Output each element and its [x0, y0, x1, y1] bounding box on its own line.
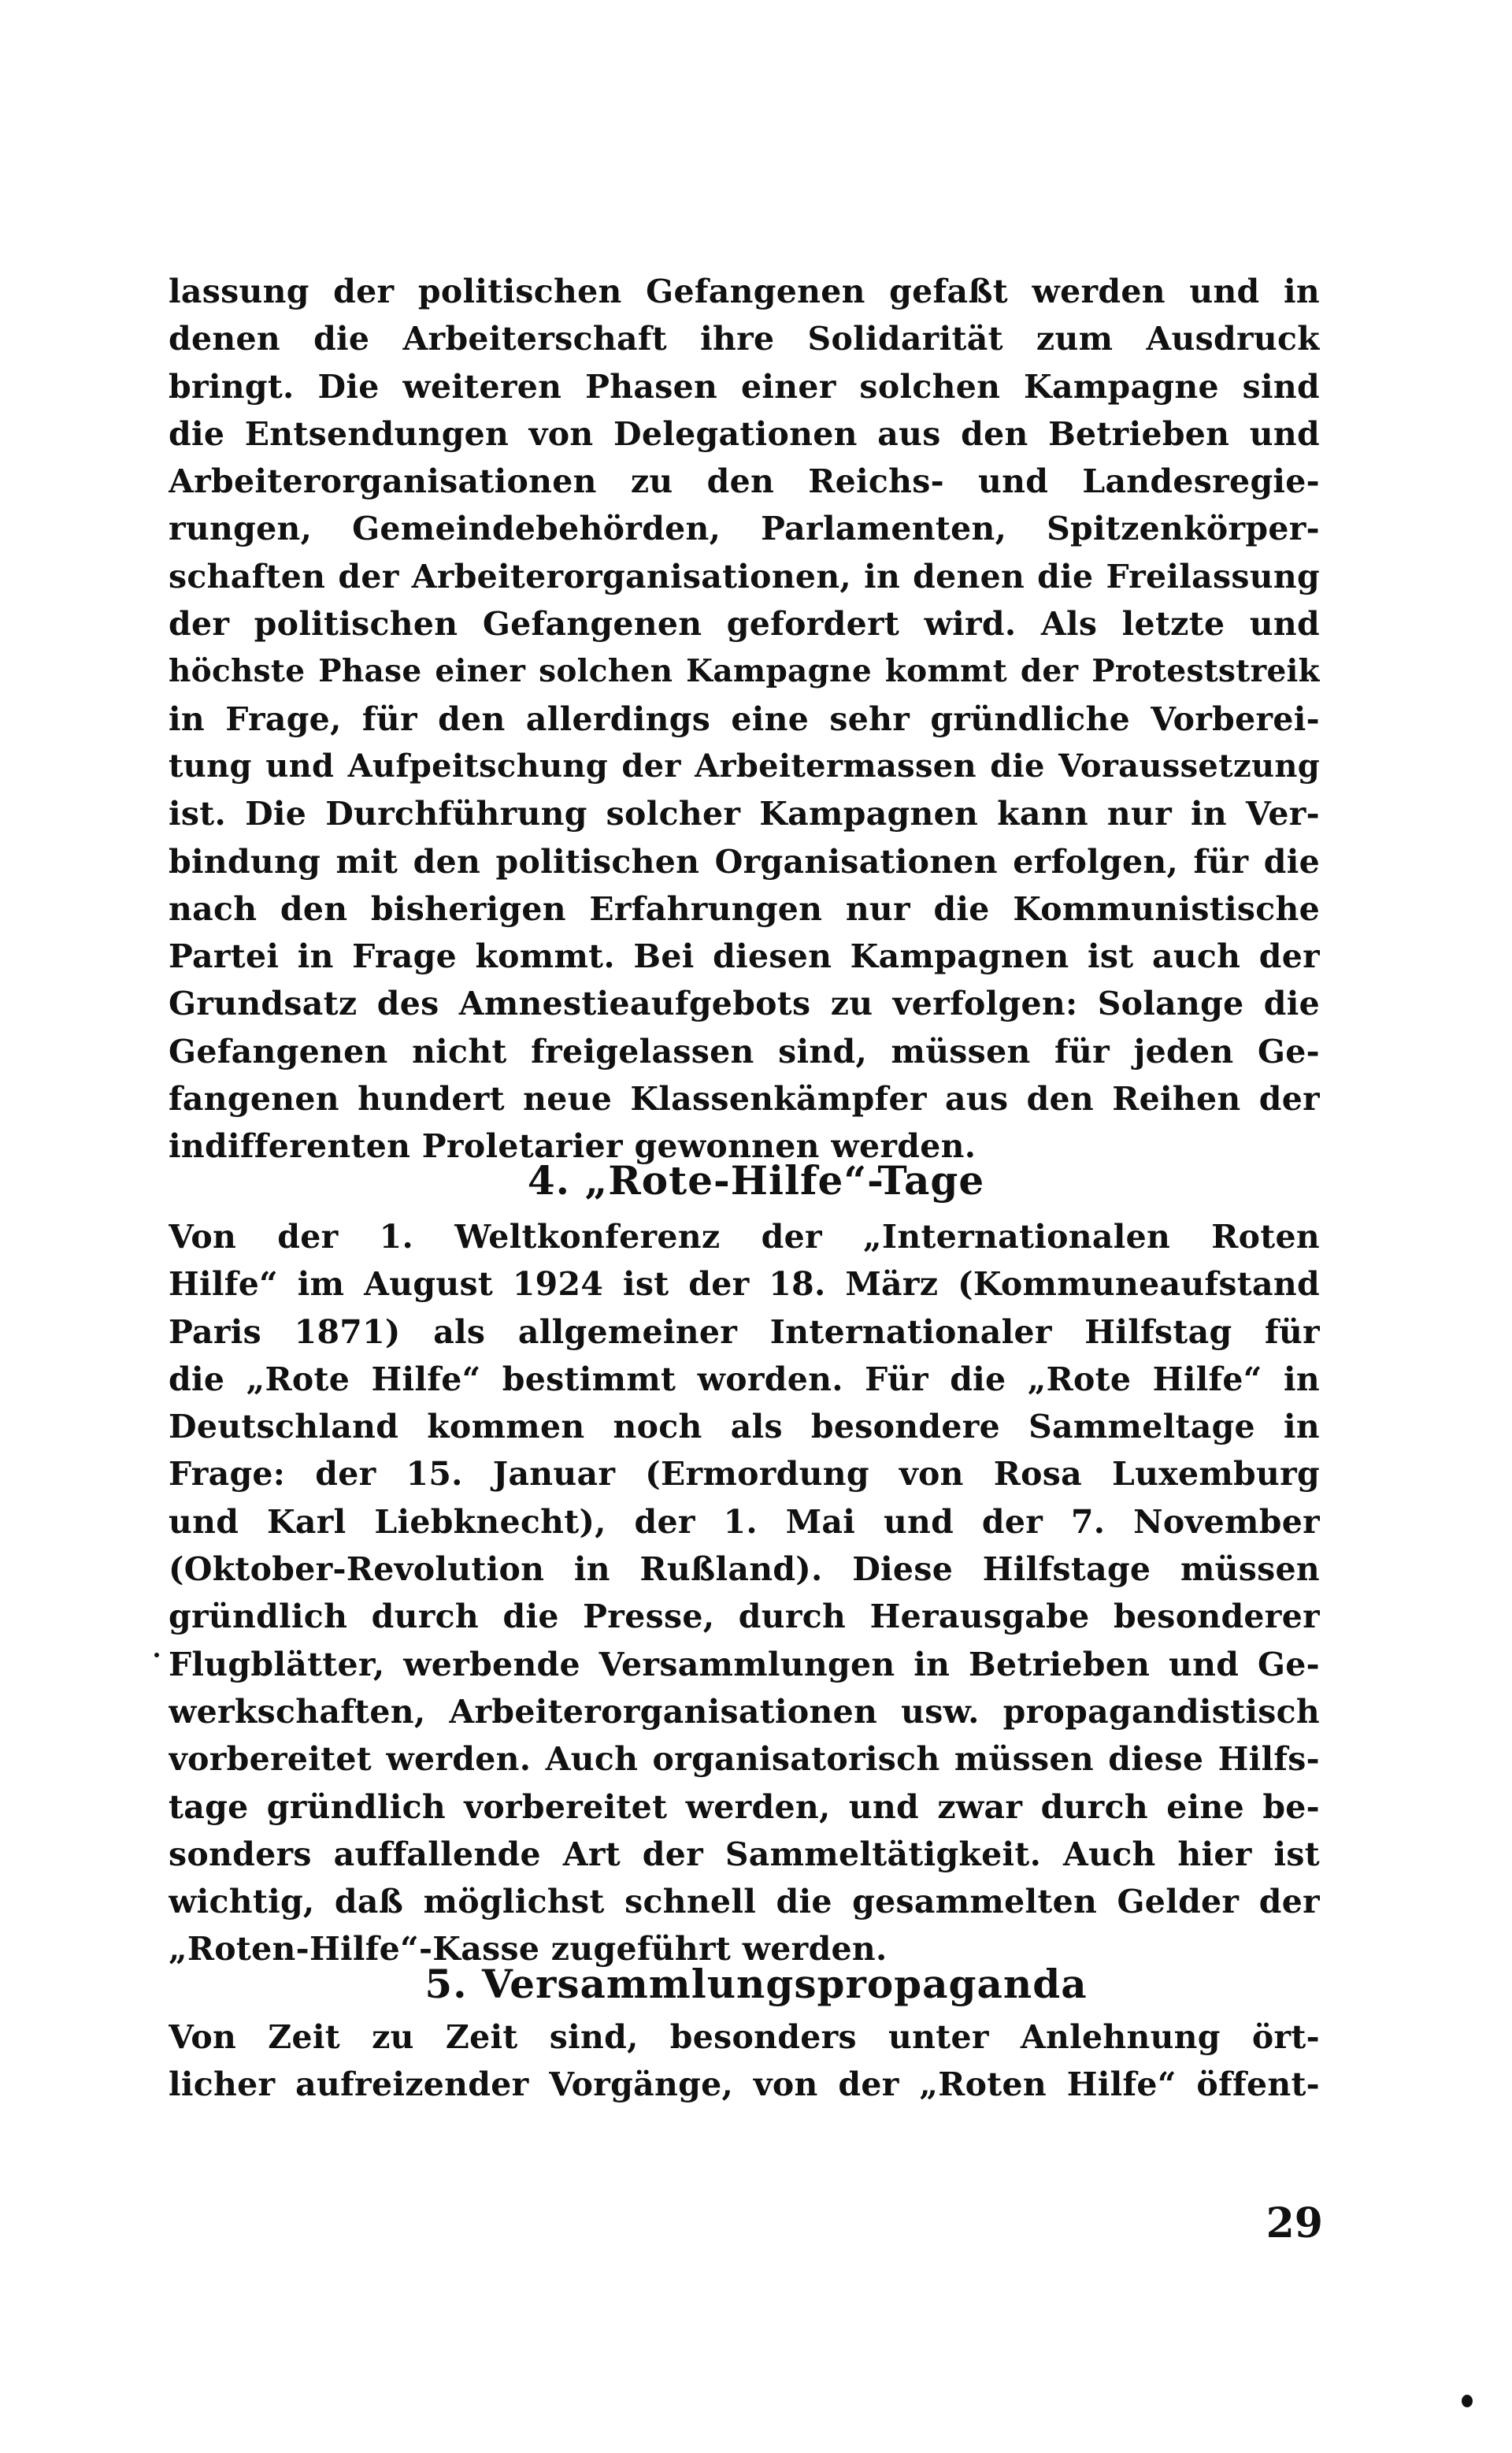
text-line: vorbereitet werden. Auch organisatorisch müssen diese Hilfs- [169, 1740, 1320, 1779]
text-line: tage gründlich vorbereitet werden, und zwar durch eine be- [169, 1787, 1320, 1826]
text-line: licher aufreizender Vorgänge, von der „Roten Hilfe“ öffent- [169, 2065, 1320, 2104]
text-line: Partei in Frage kommt. Bei diesen Kampagnen ist auch der [169, 937, 1320, 976]
text-line: gründlich durch die Presse, durch Herausgabe besonderer [169, 1598, 1320, 1636]
text-line: Hilfe“ im August 1924 ist der 18. März (Kommuneaufstand [169, 1265, 1320, 1304]
paragraph-hilfstage [169, 1213, 1320, 1973]
text-line: schaften der Arbeiterorganisationen, in denen die Freilassung [169, 557, 1320, 596]
text-line: Flugblätter, werbende Versammlungen in Betrieben und Ge- [169, 1645, 1320, 1683]
text-line: bringt. Die weiteren Phasen einer solchen Kampagne sind [169, 367, 1320, 406]
text-line: Gefangenen nicht freigelassen sind, müssen für jeden Ge- [169, 1032, 1320, 1071]
text-line: Arbeiterorganisationen zu den Reichs- und Landesregie- [169, 462, 1320, 501]
section-heading-versammlungspropaganda: 5. Versammlungspropaganda [424, 1961, 1088, 2007]
ink-speck [1462, 2395, 1473, 2407]
text-line: die Entsendungen von Delegationen aus den Betrieben und [169, 414, 1320, 453]
text-line: denen die Arbeiterschaft ihre Solidarität zum Ausdruck [169, 320, 1320, 358]
text-line: höchste Phase einer solchen Kampagne kommt der Proteststreik [169, 653, 1320, 690]
text-line: Frage: der 15. Januar (Ermordung von Rosa Luxemburg [169, 1455, 1320, 1494]
text-line: bindung mit den politischen Organisationen erfolgen, für die [169, 842, 1320, 881]
text-line: wichtig, daß möglichst schnell die gesammelten Gelder der [169, 1883, 1320, 1921]
text-line: (Oktober-Revolution in Rußland). Diese Hilfstage müssen [169, 1550, 1320, 1589]
text-line: sonders auffallende Art der Sammeltätigkeit. Auch hier ist [169, 1835, 1320, 1873]
text-line: fangenen hundert neue Klassenkämpfer aus den Reihen der [169, 1080, 1320, 1119]
text-line: und Karl Liebknecht), der 1. Mai und der 7. November [169, 1502, 1320, 1541]
page-number: 29 [1266, 2199, 1323, 2247]
text-line: tung und Aufpeitschung der Arbeitermassen die Voraussetzung [169, 747, 1320, 785]
text-line: Grundsatz des Amnestieaufgebots zu verfolgen: Solange die [169, 985, 1320, 1023]
text-line: Von Zeit zu Zeit sind, besonders unter Anlehnung ört- [169, 2018, 1320, 2056]
ink-speck [154, 1653, 159, 1657]
text-line: Von der 1. Weltkonferenz der „Internationalen Roten [169, 1218, 1320, 1256]
text-line: in Frage, für den allerdings eine sehr gründliche Vorberei- [169, 700, 1320, 738]
paragraph-versammlungen [169, 2013, 1320, 2109]
text-line: der politischen Gefangenen gefordert wird. Als letzte und [169, 605, 1320, 644]
text-line: rungen, Gemeindebehörden, Parlamenten, Spitzenkörper- [169, 510, 1320, 548]
text-line: Paris 1871) als allgemeiner Internationaler Hilfstag für [169, 1312, 1320, 1351]
text-line: „Roten-Hilfe“-Kasse zugeführt werden. [169, 1930, 888, 1969]
text-line: Deutschland kommen noch als besondere Sammeltage in [169, 1408, 1320, 1446]
text-line: ist. Die Durchführung solcher Kampagnen kann nur in Ver- [169, 795, 1320, 833]
text-line: die „Rote Hilfe“ bestimmt worden. Für die „Rote Hilfe“ in [169, 1360, 1320, 1398]
text-line: werkschaften, Arbeiterorganisationen usw. propagandistisch [169, 1692, 1320, 1731]
section-heading-rote-hilfe-tage: 4. „Rote-Hilfe“-Tage [527, 1157, 985, 1204]
text-line: indifferenten Proletarier gewonnen werden. [169, 1127, 976, 1166]
paragraph-campaign-phases [169, 268, 1320, 1171]
text-line: lassung der politischen Gefangenen gefaßt werden und in [169, 273, 1320, 310]
text-line: nach den bisherigen Erfahrungen nur die Kommunistische [169, 889, 1320, 928]
